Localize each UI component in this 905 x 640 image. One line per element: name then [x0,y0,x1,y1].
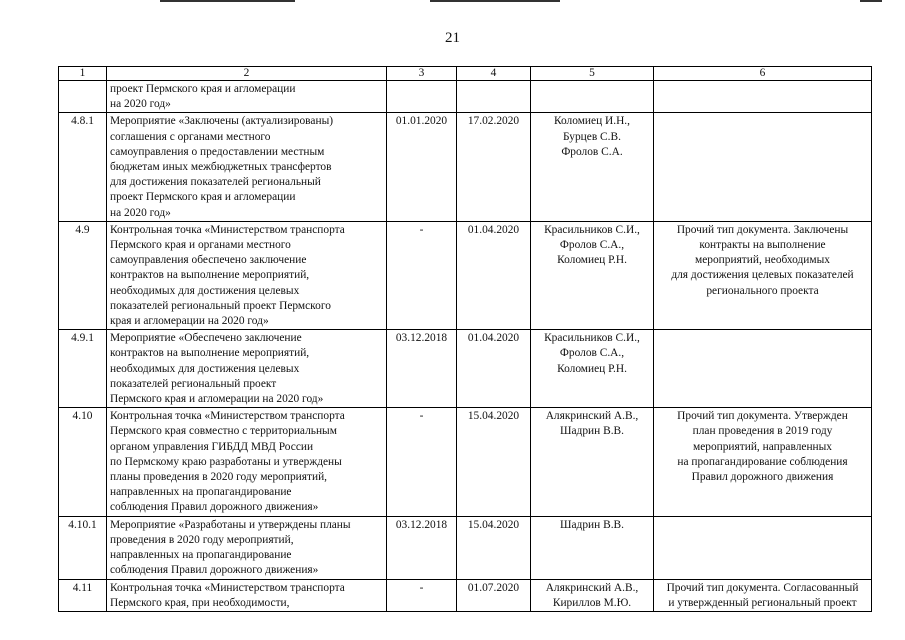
start-date: - [387,408,457,516]
header-cell: 6 [654,67,872,81]
table-row [59,579,872,611]
item-number: 4.9.1 [59,330,107,408]
responsible [531,81,654,113]
end-date: 17.02.2020 [457,113,531,221]
table-row [59,516,872,579]
item-number: 4.8.1 [59,113,107,221]
table-row [59,330,872,408]
item-description: Контрольная точка «Министерством транспорта Пермского края и органами местного самоуправления обеспечено заключение контрактов на выполнение мероприятий, необходимых для достижения целевых показателей региональный проект Пермского края и агломерации на 2020 год» [107,221,387,329]
start-date: - [387,221,457,329]
result [654,516,872,579]
item-description: Мероприятие «Обеспечено заключение контрактов на выполнение мероприятий, необходимых для достижения целевых показателей региональный проект Пермского края и агломерации на 2020 год» [107,330,387,408]
end-date: 01.04.2020 [457,221,531,329]
item-number [59,81,107,113]
responsible: Красильников С.И., Фролов С.А., Коломиец Р.Н. [531,221,654,329]
table-row [59,81,872,113]
start-date: 03.12.2018 [387,330,457,408]
table-row [59,408,872,516]
top-scan-line-right [430,0,560,2]
responsible: Алякринский А.В., Шадрин В.В. [531,408,654,516]
result: Прочий тип документа. Заключены контракты на выполнение мероприятий, необходимых для достижения целевых показателей регионального проекта [654,221,872,329]
table-row [59,113,872,221]
result [654,81,872,113]
result: Прочий тип документа. Утвержден план проведения в 2019 году мероприятий, направленных на пропагандирование соблюдения Правил дорожного движения [654,408,872,516]
end-date: 01.04.2020 [457,330,531,408]
start-date: 01.01.2020 [387,113,457,221]
result [654,330,872,408]
end-date: 15.04.2020 [457,408,531,516]
responsible: Алякринский А.В., Кириллов М.Ю. [531,579,654,611]
item-number: 4.11 [59,579,107,611]
start-date: 03.12.2018 [387,516,457,579]
item-number: 4.9 [59,221,107,329]
item-description: Контрольная точка «Министерством транспорта Пермского края совместно с территориальным органом управления ГИБДД МВД России по Пермскому краю разработаны и утверждены планы проведения в 2020 году мероприятий, направленных на пропагандирование соблюдения Правил дорожного движения» [107,408,387,516]
end-date [457,81,531,113]
item-description: Мероприятие «Разработаны и утверждены планы проведения в 2020 году мероприятий, направленных на пропагандирование соблюдения Правил дорожного движения» [107,516,387,579]
item-description: Контрольная точка «Министерством транспорта Пермского края, при необходимости, [107,579,387,611]
plan-table [58,66,872,612]
header-cell: 4 [457,67,531,81]
start-date [387,81,457,113]
responsible: Коломиец И.Н., Бурцев С.В. Фролов С.А. [531,113,654,221]
page-number: 21 [445,30,460,46]
top-scan-mark [860,0,882,2]
item-description: Мероприятие «Заключены (актуализированы) соглашения с органами местного самоуправления о предоставлении местным бюджетам иных межбюджетных трансфертов для достижения показателей региональный проект Пермского края и агломерации на 2020 год» [107,113,387,221]
responsible: Шадрин В.В. [531,516,654,579]
header-cell: 2 [107,67,387,81]
item-number: 4.10.1 [59,516,107,579]
header-cell: 3 [387,67,457,81]
item-description: проект Пермского края и агломерации на 2020 год» [107,81,387,113]
header-row [59,67,872,81]
header-cell: 1 [59,67,107,81]
item-number: 4.10 [59,408,107,516]
top-scan-line-left [160,0,295,2]
table-row [59,221,872,329]
header-cell: 5 [531,67,654,81]
start-date: - [387,579,457,611]
end-date: 15.04.2020 [457,516,531,579]
end-date: 01.07.2020 [457,579,531,611]
result: Прочий тип документа. Согласованный и утвержденный региональный проект [654,579,872,611]
result [654,113,872,221]
responsible: Красильников С.И., Фролов С.А., Коломиец Р.Н. [531,330,654,408]
